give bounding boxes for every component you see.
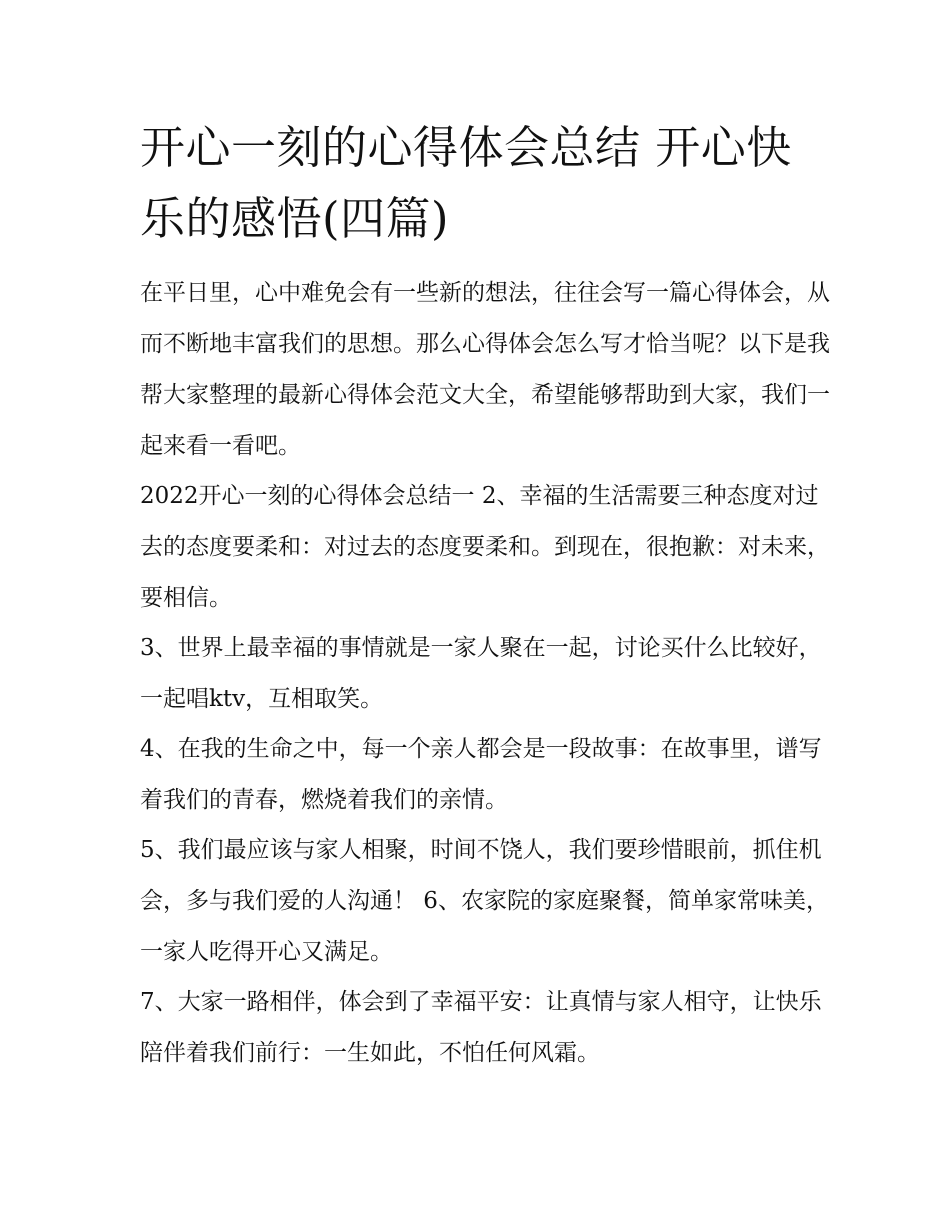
paragraph-item-4: 4、在我的生命之中，每一个亲人都会是一段故事：在故事里，谱写着我们的青春，燃烧着我们的亲情。 xyxy=(140,736,822,813)
paragraph-item-5-6: 5、我们最应该与家人相聚，时间不饶人，我们要珍惜眼前，抓住机会，多与我们爱的人沟通！ 6、农家院的家庭聚餐，简单家常味美，一家人吃得开心又满足。 xyxy=(140,837,829,965)
paragraph-intro: 在平日里，心中难免会有一些新的想法，往往会写一篇心得体会，从而不断地丰富我们的思想。那么心得体会怎么写才恰当呢？以下是我帮大家整理的最新心得体会范文大全，希望能够帮助到大家，我们一起来看一看吧。 xyxy=(140,280,830,459)
paragraph-item-2: 2022开心一刻的心得体会总结一 2、幸福的生活需要三种态度对过去的态度要柔和：对过去的态度要柔和。到现在，很抱歉：对未来，要相信。 xyxy=(140,483,830,611)
paragraph-item-7: 7、大家一路相伴，体会到了幸福平安：让真情与家人相守，让快乐陪伴着我们前行：一生如此，不怕任何风霜。 xyxy=(140,989,822,1066)
document-title: 开心一刻的心得体会总结 开心快乐的感悟(四篇) xyxy=(140,121,792,245)
document-page xyxy=(140,112,830,1078)
paragraph-item-3: 3、世界上最幸福的事情就是一家人聚在一起，讨论买什么比较好，一起唱ktv，互相取笑。 xyxy=(140,635,822,712)
